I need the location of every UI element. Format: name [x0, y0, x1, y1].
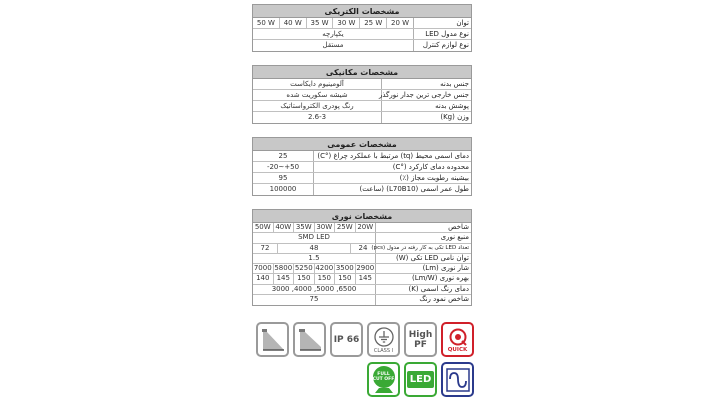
- index-cell: 35W: [294, 223, 315, 232]
- electrical-title: مشخصات الکتریکی: [253, 5, 471, 18]
- led-module-value: یکپارچه: [322, 30, 344, 38]
- full-cutoff-text: FULL CUT OFF: [372, 372, 395, 382]
- index-cell: 25W: [335, 223, 356, 232]
- table-row: [253, 162, 471, 173]
- index-cell: 50W: [253, 223, 274, 232]
- cutoff-beam-icon: [373, 388, 395, 393]
- electrical-section: [252, 4, 472, 52]
- count-values: [253, 244, 375, 253]
- general-label: بیشینه رطوبت مجاز (٪): [313, 173, 471, 183]
- index-row: [253, 223, 471, 233]
- driver-row: [253, 40, 471, 51]
- mech-value: رنگ پودری الکترواستاتیک: [280, 102, 354, 110]
- table-row: [253, 184, 471, 195]
- quick-connect-badge: [441, 322, 474, 357]
- table-row: [253, 173, 471, 184]
- source-value: SMD LED: [298, 233, 330, 242]
- optical-title: مشخصات نوری: [253, 210, 471, 223]
- count-cell: 48: [278, 244, 351, 253]
- general-value: 100000: [269, 185, 297, 193]
- high-pf-badge: [404, 322, 437, 357]
- source-row: [253, 233, 471, 243]
- class-text: CLASS I: [373, 347, 394, 354]
- driver-label: نوع لوازم کنترل: [413, 40, 471, 51]
- table-row: [253, 79, 471, 90]
- mechanical-title: مشخصات مکانیکی: [253, 66, 471, 79]
- full-cutoff-badge: [367, 362, 400, 397]
- power-cell: 35 W: [307, 18, 334, 28]
- efficacy-values: [253, 274, 375, 283]
- efficacy-cell: 150: [315, 274, 336, 283]
- cct-label: دمای رنگ اسمی (K): [375, 285, 471, 294]
- flux-cell: 4200: [315, 264, 334, 273]
- flux-cell: 3500: [335, 264, 354, 273]
- high-text: High: [408, 329, 433, 340]
- single-power-value: 1.5: [308, 253, 320, 262]
- cct-row: [253, 285, 471, 295]
- general-section: [252, 137, 472, 196]
- index-label: شاخص: [375, 223, 471, 232]
- cct-value: 3000 ,4000 ,5000 ,6500: [271, 284, 357, 293]
- earth-ground-icon: [373, 326, 395, 348]
- power-cell: 25 W: [360, 18, 387, 28]
- general-value: 95: [278, 174, 288, 182]
- led-plate: [407, 371, 434, 388]
- quick-text: QUICK: [447, 346, 468, 353]
- flux-row: [253, 264, 471, 274]
- power-cell: 50 W: [253, 18, 280, 28]
- cri-row: [253, 295, 471, 305]
- count-cell: 72: [253, 244, 278, 253]
- count-label: تعداد LED تکی به کار رفته در مدول (pcs): [375, 244, 471, 253]
- class-badge: [367, 322, 400, 357]
- full-cutoff-circle: [373, 366, 395, 388]
- mechanical-section: [252, 65, 472, 124]
- cri-label: شاخص نمود رنگ: [375, 295, 471, 305]
- beam-pattern-icon: [260, 327, 286, 353]
- table-row: [253, 90, 471, 101]
- quick-connect-icon: [448, 327, 468, 347]
- power-cell: 40 W: [280, 18, 307, 28]
- power-row: [253, 18, 471, 29]
- efficacy-cell: 150: [294, 274, 315, 283]
- power-values: [253, 18, 413, 28]
- led-module-label: نوع مدول LED: [413, 29, 471, 39]
- driver-value: مستقل: [322, 41, 344, 49]
- efficacy-cell: 145: [274, 274, 295, 283]
- flux-cell: 5250: [294, 264, 313, 273]
- ip-rating-badge: [330, 322, 363, 357]
- index-cell: 40W: [274, 223, 295, 232]
- surge-protection-badge: [441, 362, 474, 397]
- led-module-row: [253, 29, 471, 40]
- general-value: 25: [278, 152, 288, 160]
- efficacy-row: [253, 274, 471, 284]
- spec-sheet: [252, 4, 472, 319]
- cri-value: 75: [309, 295, 319, 304]
- mech-value: شیشه سکوریت شده: [286, 91, 348, 99]
- beam-angle-icon: [297, 327, 323, 353]
- table-row: [253, 112, 471, 123]
- general-title: مشخصات عمومی: [253, 138, 471, 151]
- efficacy-cell: 150: [335, 274, 356, 283]
- pf-text: PF: [414, 339, 427, 350]
- single-power-row: [253, 254, 471, 264]
- mech-label: جنس خارجی ترین جدار نورگذر: [378, 91, 469, 99]
- flux-cell: 7000: [253, 264, 272, 273]
- optical-section: [252, 209, 472, 306]
- single-power-label: توان نامی LED تکی (W): [375, 254, 471, 263]
- led-badge: [404, 362, 437, 397]
- source-label: منبع نوری: [375, 233, 471, 242]
- mech-value: 2.6-3: [307, 113, 327, 121]
- flux-values: [253, 264, 375, 273]
- flux-label: شار نوری (Lm): [375, 264, 471, 273]
- led-text: LED: [409, 374, 432, 385]
- mech-label: وزن (Kg): [381, 112, 471, 123]
- table-row: [253, 151, 471, 162]
- efficacy-cell: 140: [253, 274, 274, 283]
- general-label: محدوده دمای کارکرد (°C): [313, 162, 471, 172]
- efficacy-cell: 145: [358, 274, 372, 283]
- flux-cell: 2900: [356, 264, 375, 273]
- beam-pattern-icon: [256, 322, 289, 357]
- table-row: [253, 101, 471, 112]
- mech-value: آلومینیوم دایکاست: [290, 80, 344, 88]
- efficacy-label: بهره نوری (Lm/W): [375, 274, 471, 283]
- power-label: توان: [413, 18, 471, 28]
- power-cell: 20 W: [391, 19, 410, 27]
- mech-label: پوشش بدنه: [381, 101, 471, 111]
- flux-cell: 5800: [274, 264, 293, 273]
- surge-protection-icon: [445, 367, 471, 393]
- count-cell: 24: [358, 243, 368, 252]
- index-values: [253, 223, 375, 232]
- ip-rating-text: IP 66: [333, 334, 360, 345]
- general-label: دمای اسمی محیط (tq) مرتبط با عملکرد چراغ (°C): [313, 151, 471, 161]
- general-value: -20~+50: [266, 163, 300, 171]
- general-label: طول عمر اسمی (L70B10) (ساعت): [313, 184, 471, 195]
- count-row: [253, 244, 471, 254]
- index-cell: 30W: [315, 223, 336, 232]
- beam-angle-icon: [293, 322, 326, 357]
- mech-label: جنس بدنه: [381, 79, 471, 89]
- index-cell: 20W: [357, 223, 374, 231]
- power-cell: 30 W: [333, 18, 360, 28]
